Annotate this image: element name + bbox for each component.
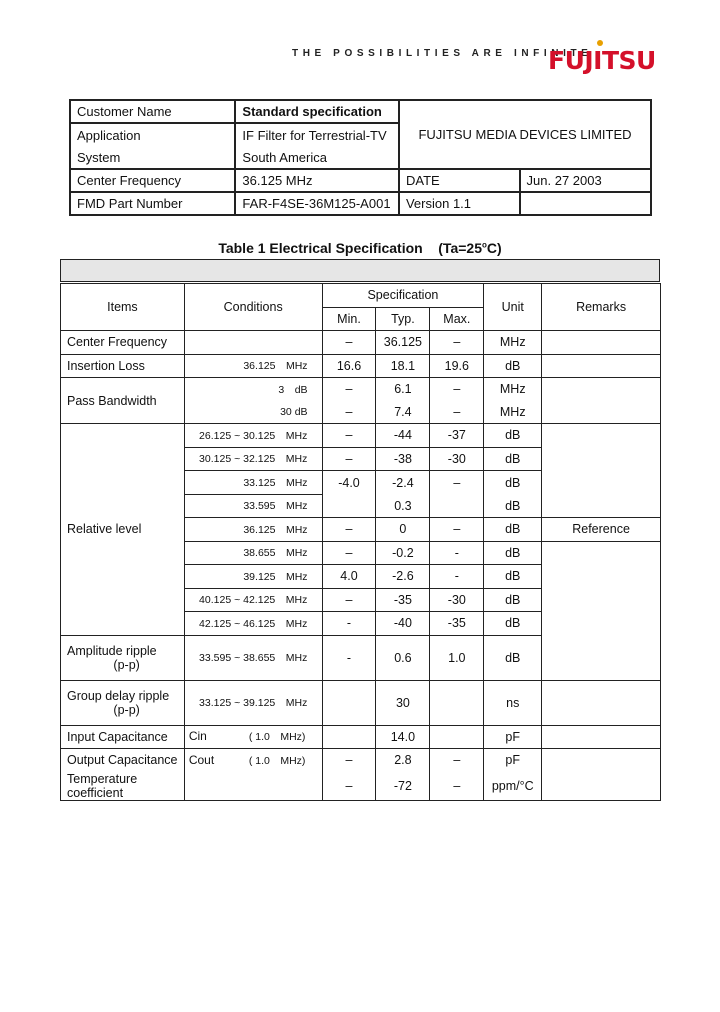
part-label: FMD Part Number	[70, 192, 235, 215]
date-label: DATE	[399, 169, 520, 192]
application-value: IF Filter for Terrestrial-TV	[235, 123, 399, 146]
header-table	[69, 99, 652, 216]
col-min: Min.	[322, 307, 376, 331]
table-condition-degree: o	[481, 240, 487, 250]
table-row: 33.125 MHz -4.0 -2.4 – dB	[61, 471, 661, 495]
table-row: Relative level 26.125 ~ 30.125 MHz – -44 -37 dB	[61, 424, 661, 448]
part-value: FAR-F4SE-36M125-A001	[235, 192, 399, 215]
table-row: Amplitude ripple (p-p) 33.595 ~ 38.655 MHz - 0.6 1.0 dB	[61, 635, 661, 680]
col-specification: Specification	[322, 284, 484, 308]
col-max: Max.	[430, 307, 484, 331]
date-value: Jun. 27 2003	[520, 169, 651, 192]
company-name: FUJITSU MEDIA DEVICES LIMITED	[399, 100, 651, 169]
col-unit: Unit	[484, 284, 542, 331]
reference-remark: Reference	[542, 518, 661, 542]
version: Version 1.1	[399, 192, 520, 215]
table-row: 30.125 ~ 32.125 MHz – -38 -30 dB	[61, 447, 661, 471]
table-row: 36.125 MHz – 0 – dB Reference	[61, 518, 661, 542]
center-freq-value: 36.125 MHz	[235, 169, 399, 192]
table-row: 39.125 MHz 4.0 -2.6 - dB	[61, 565, 661, 589]
system-label: System	[70, 146, 235, 169]
customer-label: Customer Name	[70, 100, 235, 123]
table-row: 42.125 ~ 46.125 MHz - -40 -35 dB	[61, 612, 661, 636]
logo-infinity-mark	[597, 40, 603, 46]
col-conditions: Conditions	[184, 284, 322, 331]
brand-tagline: THE POSSIBILITIES ARE INFINITE	[292, 48, 593, 59]
customer-value: Standard specification	[235, 100, 399, 123]
table-row: Input Capacitance Cin ( 1.0 MHz) 14.0 pF	[61, 725, 661, 749]
empty-cell	[520, 192, 651, 215]
table-row: Temperature coefficient – -72 – ppm/°C	[61, 772, 661, 801]
table-row: 40.125 ~ 42.125 MHz – -35 -30 dB	[61, 588, 661, 612]
table-row: Center Frequency – 36.125 – MHz	[61, 331, 661, 355]
col-items: Items	[61, 284, 185, 331]
application-label: Application	[70, 123, 235, 146]
table-condition-prefix: (Ta=25	[438, 240, 482, 256]
col-typ: Typ.	[376, 307, 430, 331]
table-row: Group delay ripple (p-p) 33.125 ~ 39.125 MHz 30 ns	[61, 680, 661, 725]
table-row: Output Capacitance Cout ( 1.0 MHz) – 2.8 – pF	[61, 749, 661, 772]
table-title: Table 1 Electrical Specification	[218, 240, 423, 256]
title-band	[60, 259, 660, 282]
logo-text: FUJITSU	[548, 46, 656, 75]
table-condition-suffix: C)	[486, 240, 502, 256]
center-freq-label: Center Frequency	[70, 169, 235, 192]
spec-table	[60, 283, 661, 801]
table-row: Insertion Loss 36.125 MHz 16.6 18.1 19.6 dB	[61, 354, 661, 378]
system-value: South America	[235, 146, 399, 169]
table-row: 38.655 MHz – -0.2 - dB	[61, 541, 661, 565]
table-row: Pass Bandwidth 3 dB – 6.1 – MHz	[61, 378, 661, 401]
table-caption	[0, 240, 720, 256]
col-remarks: Remarks	[542, 284, 661, 331]
fujitsu-logo	[546, 40, 656, 80]
table-row: 30 dB – 7.4 – MHz	[61, 401, 661, 424]
table-row: 33.595 MHz 0.3 dB	[61, 494, 661, 518]
